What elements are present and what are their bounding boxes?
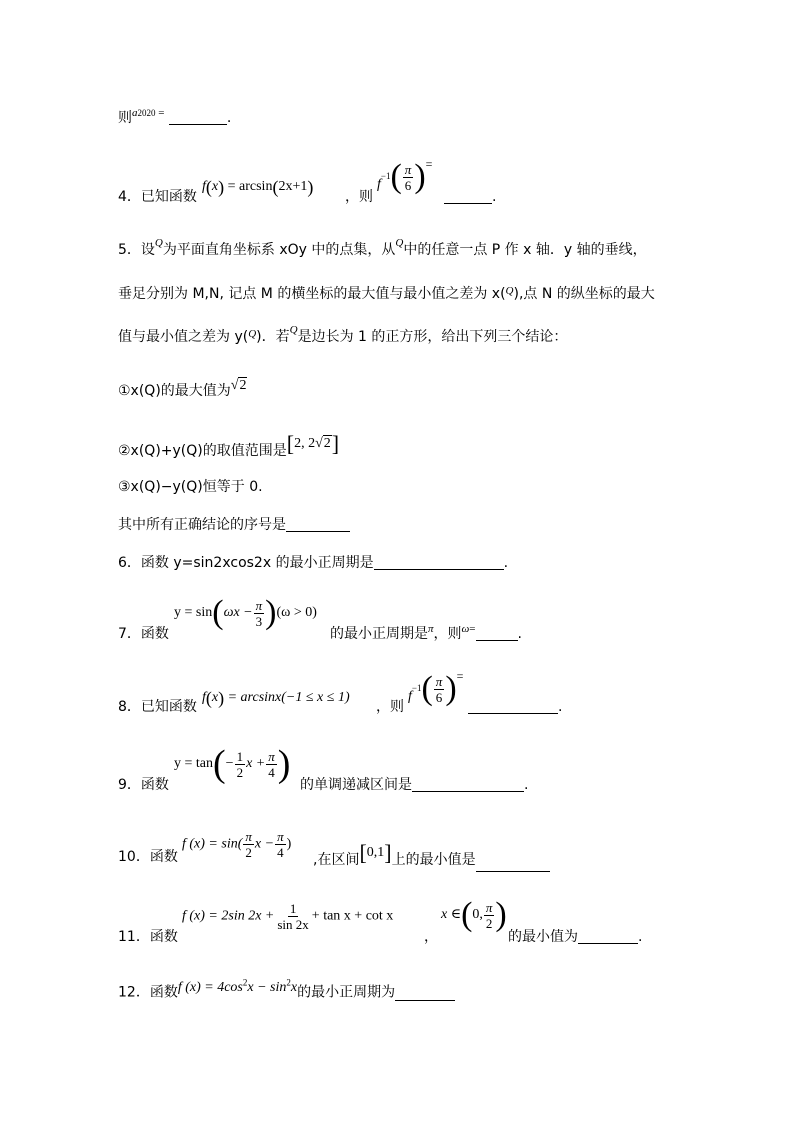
q5-conclusion-3: ③x(Q)−y(Q)恒等于 0. — [118, 479, 263, 495]
Q-symbol: Q — [505, 285, 514, 297]
answer-blank[interactable] — [395, 988, 455, 1001]
q4-formula: f(x) = arcsin(2x+1) — [202, 177, 314, 197]
Q-symbol: Q — [289, 324, 298, 336]
range-expr: [2, 2√2] — [286, 431, 340, 456]
q10-tail: ,在区间[0,1]上的最小值是 — [313, 850, 550, 872]
top-answer-line: 则$^{a2020 =}$ . — [118, 107, 232, 126]
q8-then: ，则 — [376, 699, 404, 715]
answer-blank[interactable] — [169, 112, 227, 125]
answer-blank[interactable] — [476, 859, 550, 872]
answer-blank[interactable] — [468, 701, 558, 714]
answer-blank[interactable] — [374, 557, 504, 570]
question-10: 10．函数 — [118, 849, 178, 865]
q7-formula: y = sin(ωx − $\frac{\pi}{3}$ )(ω > 0) — [174, 594, 317, 631]
answer-blank[interactable] — [578, 931, 638, 944]
q4-inverse: $f^{-1}$( $\frac{\pi}{6}$ )= — [377, 157, 433, 195]
q5-ask: 其中所有正确结论的序号是 — [118, 518, 350, 532]
Q-symbol: Q — [248, 328, 257, 340]
q11-formula: f (x) = 2sin 2x + $\frac{1}{\sin 2x}$ + tan x + cot x — [182, 901, 394, 932]
question-5-line3: 值与最小值之差为 y($^Q$)．若$^Q$是边长为 1 的正方形，给出下列三个结论： — [118, 324, 568, 345]
q8-inverse: $f^{-1}$( $\frac{\pi}{6}$ )= — [408, 669, 464, 707]
question-6: 6．函数 y=sin2xcos2x 的最小正周期是 . — [118, 555, 509, 571]
question-5-line1: 5．设$^Q$为平面直角坐标系 xOy 中的点集，从$^Q$中的任意一点 P 作 x 轴．y 轴的垂线， — [118, 237, 647, 258]
q5-conclusion-1: ①x(Q)的最大值为√2 — [118, 378, 247, 399]
q8-blank-line: . — [468, 700, 562, 714]
q9-tail: 的单调递减区间是 . — [300, 777, 529, 793]
question-4: 4．已知函数 — [118, 189, 197, 205]
q7-tail: 的最小正周期是$^\pi$，则$^{\omega=}$ . — [330, 623, 522, 642]
q10-formula: f (x) = sin( $\frac{\pi}{2}$ x − $\frac{\pi}{4}$ ) — [182, 829, 292, 860]
q11-domain: x ∈(0, $\frac{\pi}{2}$ ) — [441, 896, 507, 933]
question-12: 12．函数f $(x) = 4\cos^2x - \sin^2x$的最小正周期为 — [118, 984, 455, 1001]
answer-blank[interactable] — [444, 191, 492, 204]
Q-symbol: Q — [395, 237, 404, 249]
question-7: 7．函数 — [118, 626, 169, 642]
q11-comma: ， — [424, 929, 438, 945]
sqrt-expr: √2 — [230, 378, 247, 393]
interval-expr: [0,1] — [359, 840, 392, 865]
question-5-line2: 垂足分别为 M,N, 记点 M 的横坐标的最大值与最小值之差为 x($^Q$),点 N 的纵坐标的最大 — [118, 285, 655, 302]
q4-blank-line: . — [444, 190, 496, 204]
question-9: 9．函数 — [118, 777, 169, 793]
q5-conclusion-2: ②x(Q)+y(Q)的取值范围是[2, 2√2] — [118, 431, 340, 460]
q9-formula: y = tan(− $\frac{1}{2}$ x + $\frac{\pi}{4}$ ) — [174, 743, 291, 785]
answer-blank[interactable] — [286, 519, 350, 532]
q8-formula: f(x) = arcsinx(−1 ≤ x ≤ 1) — [202, 688, 350, 708]
question-8: 8．已知函数 — [118, 699, 197, 715]
question-11: 11．函数 — [118, 929, 178, 945]
a2020-expr: a2020 = — [132, 107, 165, 119]
Q-symbol: Q — [154, 237, 163, 249]
q4-then: ，则 — [345, 189, 373, 205]
answer-blank[interactable] — [412, 779, 524, 792]
q12-formula: f $(x) = 4\cos^2x - \sin^2x$ — [177, 977, 298, 995]
q11-tail: 的最小值为 . — [508, 929, 643, 945]
answer-blank[interactable] — [476, 628, 518, 641]
